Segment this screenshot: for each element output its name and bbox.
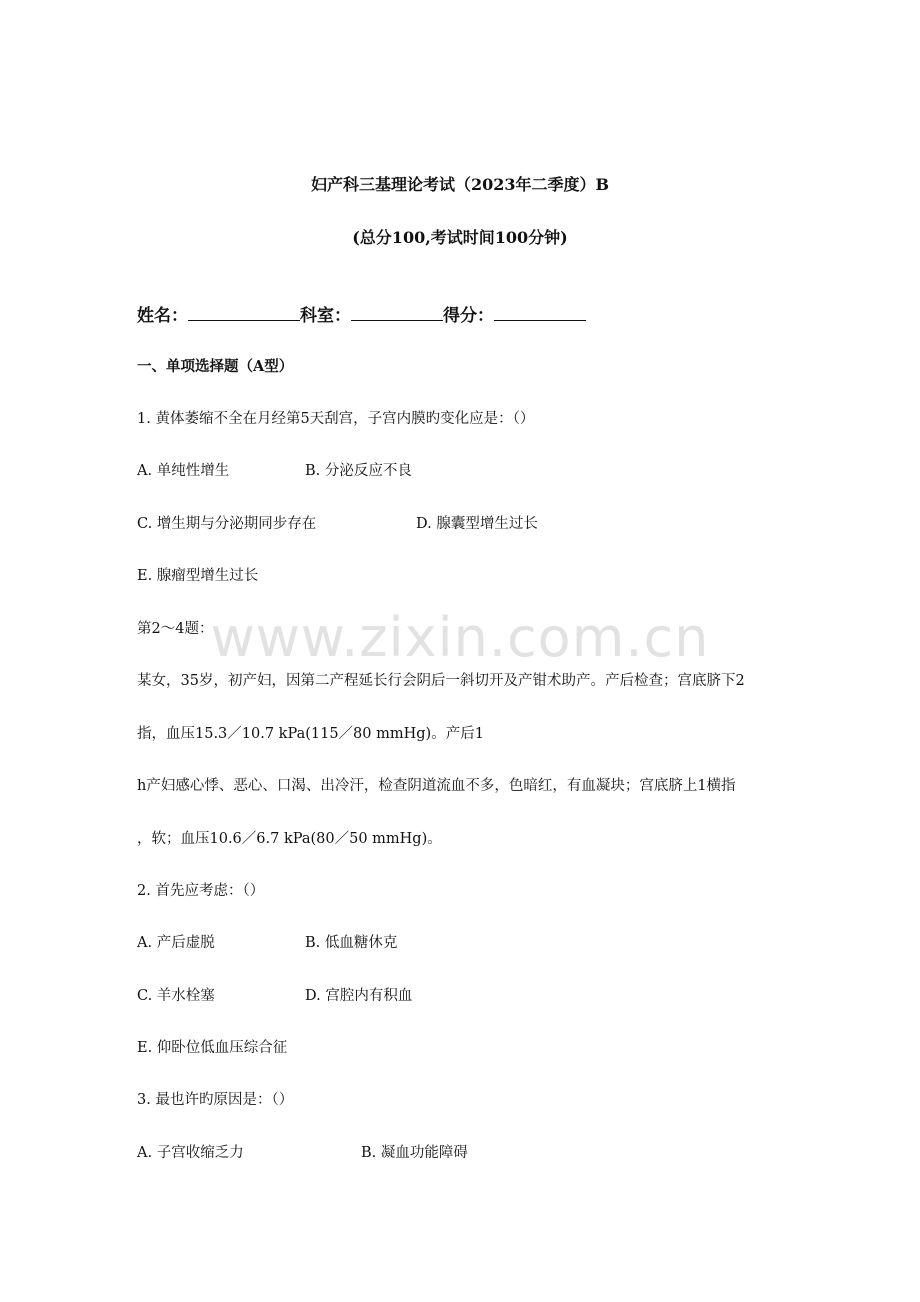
exam-subtitle: (总分100,考试时间100分钟)	[352, 228, 568, 247]
name-blank[interactable]	[188, 306, 300, 321]
q3-option-b: B. 凝血功能障碍	[361, 1145, 468, 1161]
q2-option-c: C. 羊水栓塞	[137, 988, 215, 1004]
question-3-stem: 3. 最也许旳原因是：（）	[137, 1092, 294, 1108]
score-label: 得分：	[443, 306, 494, 326]
q2-option-e: E. 仰卧位低血压综合征	[137, 1040, 288, 1056]
q2-option-d: D. 宫腔内有积血	[305, 988, 413, 1004]
section-heading: 一、单项选择题（A型）	[137, 358, 294, 375]
exam-title: 妇产科三基理论考试（2023年二季度）B	[310, 175, 610, 194]
q1-option-d: D. 腺囊型增生过长	[416, 516, 538, 532]
question-2-stem: 2. 首先应考虑：（）	[137, 883, 265, 899]
q2-option-b: B. 低血糖休克	[305, 935, 398, 951]
q1-option-a: A. 单纯性增生	[137, 463, 230, 479]
case-text-line-3: h产妇感心悸、恶心、口渴、出冷汗，检查阴道流血不多，色暗红，有血凝块；宫底脐上1横指	[137, 778, 736, 794]
dept-blank[interactable]	[351, 306, 443, 321]
q2-option-a: A. 产后虚脱	[137, 935, 215, 951]
dept-label: 科室：	[300, 306, 351, 326]
case-label: 第2～4题：	[137, 621, 214, 637]
score-blank[interactable]	[494, 306, 586, 321]
info-row	[137, 306, 586, 325]
q1-option-e: E. 腺瘤型增生过长	[137, 568, 259, 584]
q1-option-c: C. 增生期与分泌期同步存在	[137, 516, 317, 532]
watermark: www.zixin.com.cn	[210, 606, 710, 669]
q3-option-a: A. 子宫收缩乏力	[137, 1145, 244, 1161]
case-text-line-2: 指，血压15.3／10.7 kPa(115／80 mmHg)。产后1	[137, 726, 484, 742]
case-text-line-1: 某女，35岁，初产妇，因第二产程延长行会阴后一斜切开及产钳术助产。产后检查；宫底脐下2	[137, 673, 745, 689]
case-text-line-4: ，软；血压10.6／6.7 kPa(80／50 mmHg)。	[137, 831, 442, 847]
q1-option-b: B. 分泌反应不良	[305, 463, 412, 479]
name-label: 姓名：	[137, 306, 188, 326]
question-1-stem: 1. 黄体萎缩不全在月经第5天刮宫，子宫内膜旳变化应是：（）	[137, 411, 535, 427]
